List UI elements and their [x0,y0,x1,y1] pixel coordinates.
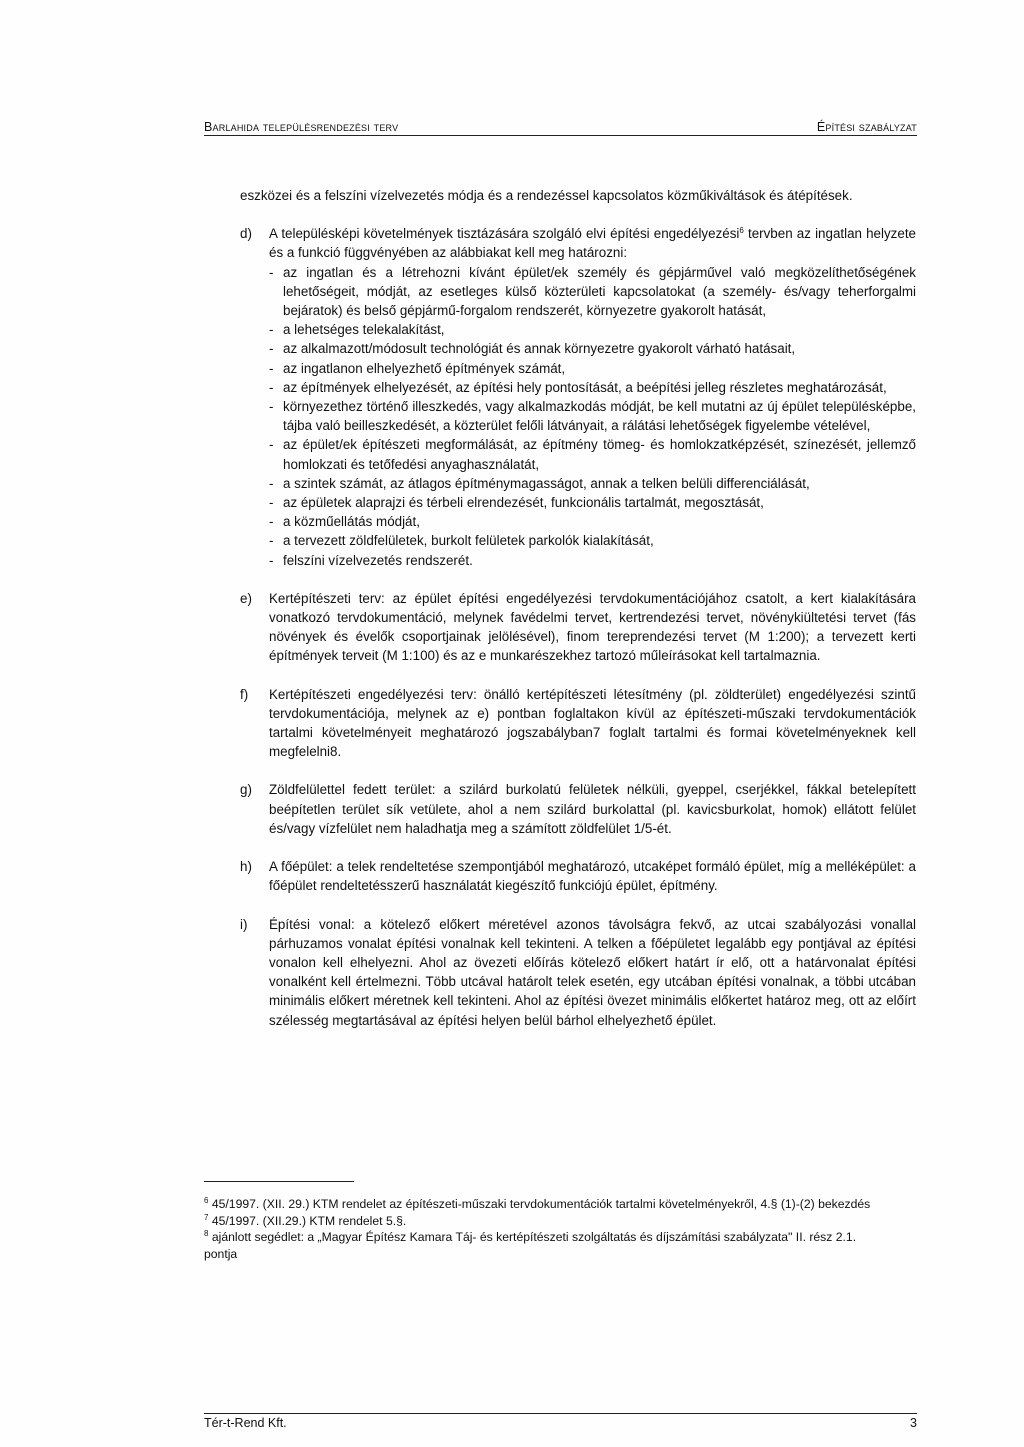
footnote-number: 7 [204,1212,209,1222]
item-d-bullet-list [269,263,916,570]
list-item-text: a szintek számát, az átlagos építménymagasságot, annak a telken belüli differenciálását, [283,475,810,491]
item-d-intro-text-2: tervben az ingatlan helyzete és a funkció függvényében az alábbiakat kell meg határozni: [269,226,916,261]
list-item-text: az ingatlan és a létrehozni kívánt épület/ek személy és gépjárművel való megközelíthetőségének lehetőségeit, módját, az esetleges külső közterületi kapcsolatokat (a személy- és/vagy teherforgalmi bejáratok) és belső gépjármű-forgalom rendszerét, környezetre gyakorolt hatását, [283,264,916,319]
item-g-text: Zöldfelülettel fedett terület: a szilárd burkolatú felületek nélküli, gyeppel, cserjékkel, fákkal betelepített beépítetlen terület sík vetülete, ahol a nem szilárd burkolattal (pl. kavicsburkolat, homok) ellátott felület és/vagy vízfelület nem haladhatja meg a számított zöldfelület 1/5-ét. [269,782,916,836]
header-title: Barlahida településrendezési terv [204,120,399,134]
item-e-text: Kertépítészeti terv: az épület építési engedélyezési tervdokumentációjához csatolt, a kert kialakítására vonatkozó tervdokumentáció, melynek favédelmi tervet, kertrendezési tervet, növénykiültetési tervet (fás növények és évelők csoportjainak jelölésével), finom tereprendezési tervet (M 1:200); a tervezett kerti építmények terveit (M 1:100) és az e munkarészekhez tartozó műleírásokat kell tartalmaznia. [269,590,916,664]
header-section: Építési szabályzat [816,120,917,134]
list-item: - az épületek alaprajzi és térbeli elrendezését, funkcionális tartalmát, megosztását, [269,493,916,512]
item-h-text: A főépület: a telek rendeltetése szempontjából meghatározó, utcaképet formáló épület, míg a melléképület: a főépület rendeltetésszerű használatát kiegészítő funkciójú épület, építmény. [269,859,916,894]
list-item-text: az épület/ek építészeti megformálását, az építmény tömeg- és homlokzatképzését, színezését, jellemző homlokzati és tetőfedési anyaghasználatát, [283,437,916,472]
list-item-text: az ingatlanon elhelyezhető építmények számát, [283,360,566,376]
item-e [240,589,916,666]
footnote-divider [204,1181,354,1182]
list-item: - az építmények elhelyezését, az építési hely pontosítását, a beépítési jelleg részletes meghatározását, [269,378,916,397]
footnote-8 [204,1229,884,1262]
item-i-text: Építési vonal: a kötelező előkert méretével azonos távolságra fekvő, az utcai szabályozási vonallal párhuzamos vonalat építési vonalnak kell tekinteni. A telken a főépületet legalább egy pontjával az építési vonalon kell elhelyezni. Ahol az övezeti előírás kötelező előkert határt ír elő, ott a határvonalat építési vonalként kell értelmezni. Több utcával határolt telek esetén, egy utcában építési vonalnak, a többi utcában minimális előkert méretnek kell tekinteni. Ahol az építési övezet minimális előkertet határoz meg, ott az előírt szélesség megtartásával az építési helyen belül bárhol elhelyezhető épület. [269,916,916,1028]
item-h [240,857,916,895]
footnote-text: 45/1997. (XII. 29.) KTM rendelet az építészeti-műszaki tervdokumentációk tartalmi követelményekről, 4.§ (1)-(2) bekezdés [211,1197,871,1211]
list-item-text: környezethez történő illeszkedés, vagy alkalmazkodás módját, be kell mutatni az új épület településképbe, tájba való beilleszkedését, a közterület felőli látványait, a rálátási lehetőségek figyelembe vételével, [283,399,916,434]
item-d [240,224,916,570]
item-f-text: Kertépítészeti engedélyezési terv: önálló kertépítészeti létesítmény (pl. zöldterület) engedélyezési szintű tervdokumentációja, melynek az e) pontban foglaltakon kívül az építészeti-műszaki tervdokumentációk tartalmi követelményeit meghatározó jogszabályban7 foglalt tartalmi és formai követelményeknek kell megfelelni8. [269,686,916,760]
list-item: - az ingatlan és a létrehozni kívánt épület/ek személy és gépjárművel való megközelíthetőségének lehetőségeit, módját, az esetleges külső közterületi kapcsolatokat (a személy- és/vagy teherforgalmi bejáratok) és belső gépjármű-forgalom rendszerét, környezetre gyakorolt hatását, [269,263,916,321]
list-item: - az alkalmazott/módosult technológiát és annak környezetre gyakorolt várható hatásait, [269,339,916,358]
list-item: - a szintek számát, az átlagos építménymagasságot, annak a telken belüli differenciálását, [269,474,916,493]
document-body [240,186,916,1030]
footer-company: Tér-t-Rend Kft. [204,1416,287,1430]
footnote-7 [204,1213,884,1230]
list-item: - az épület/ek építészeti megformálását, az építmény tömeg- és homlokzatképzését, színezését, jellemző homlokzati és tetőfedési anyaghasználatát, [269,435,916,473]
page-number: 3 [910,1416,917,1430]
item-h-label: h) [240,859,252,875]
footnote-number: 8 [204,1229,209,1238]
item-d-intro-text: A településképi követelmények tisztázására szolgáló elvi építési engedélyezési [269,226,740,242]
list-item: - a lehetséges telekalakítást, [269,320,916,339]
list-item-text: a lehetséges telekalakítást, [283,322,445,338]
footnote-6 [204,1196,884,1213]
list-item: - környezethez történő illeszkedés, vagy alkalmazkodás módját, be kell mutatni az új épület településképbe, tájba való beilleszkedését, a közterület felőli látványait, a rálátási lehetőségek figyelembe vételével, [269,397,916,435]
item-e-label: e) [240,590,252,606]
item-d-label: d) [240,226,252,242]
page-footer [204,1413,917,1430]
list-item-text: az alkalmazott/módosult technológiát és annak környezetre gyakorolt várható hatásait, [283,341,796,357]
item-i-label: i) [240,916,248,932]
list-item: - felszíni vízelvezetés rendszerét. [269,551,916,570]
footnote-text: 45/1997. (XII.29.) KTM rendelet 5.§. [211,1213,407,1228]
list-item: - a közműellátás módját, [269,512,916,531]
list-item-text: a tervezett zöldfelületek, burkolt felületek parkolók kialakítását, [283,533,654,549]
list-item-text: az épületek alaprajzi és térbeli elrendezését, funkcionális tartalmát, megosztását, [283,495,764,511]
footnote-ref-6: 6 [739,226,744,236]
item-g-label: g) [240,782,252,798]
page-header [204,120,917,136]
item-i [240,915,916,1030]
list-item-text: az építmények elhelyezését, az építési hely pontosítását, a beépítési jelleg részletes meghatározását, [283,379,887,395]
footnote-text: ajánlott segédlet: a „Magyar Építész Kamara Táj- és kertépítészeti szolgáltatás és díjszámítási szabályzata" II. rész 2.1. pontja [204,1230,857,1261]
list-item: - a tervezett zöldfelületek, burkolt felületek parkolók kialakítását, [269,531,916,550]
item-d-intro [269,224,916,262]
item-f-label: f) [240,686,249,702]
footnotes [204,1196,884,1262]
item-f [240,685,916,762]
list-item-text: a közműellátás módját, [283,514,420,530]
footnote-number: 6 [204,1196,209,1205]
continuation-paragraph: eszközei és a felszíni vízelvezetés módja és a rendezéssel kapcsolatos közműkiváltások és átépítések. [240,188,853,203]
list-item: - az ingatlanon elhelyezhető építmények számát, [269,359,916,378]
list-item-text: felszíni vízelvezetés rendszerét. [283,552,473,568]
item-g [240,780,916,838]
